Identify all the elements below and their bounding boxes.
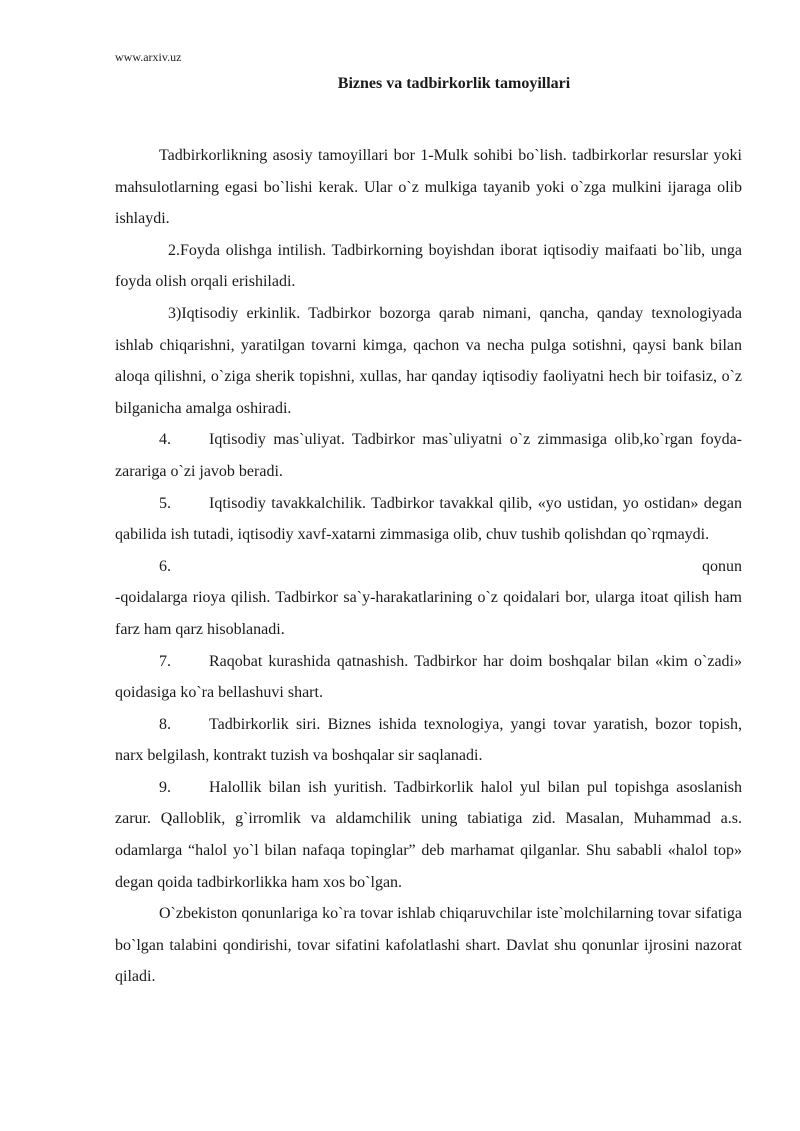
list-item-principle-8 — [115, 709, 742, 772]
list-item-text: Tadbirkorlik siri. Biznes ishida texnologiya, yangi tovar yaratish, bozor topish, narx belgilash, kontrakt tuzish va boshqalar sir saqlanadi. — [115, 715, 742, 765]
list-item-principle-6 — [115, 551, 742, 646]
paragraph-conclusion: O`zbekiston qonunlariga ko`ra tovar ishlab chiqaruvchilar iste`molchilarning tovar sifatiga bo`lgan talabini qondirishi, tovar sifatini kafolatlashi shart. Davlat shu qonunlar ijrosini nazorat qiladi. — [115, 905, 742, 986]
list-item-number: 4. — [159, 431, 171, 449]
list-item-number: 6. — [159, 557, 171, 575]
list-item-text-first: qonun — [702, 557, 742, 575]
list-item-principle-9 — [115, 772, 742, 898]
paragraph-principle-2: 2.Foyda olishga intilish. Tadbirkorning boyishdan iborat iqtisodiy maifaati bo`lib, unga foyda olish orqali erishiladi. — [115, 241, 742, 291]
list-item-principle-7 — [115, 646, 742, 709]
list-item-number: 8. — [159, 715, 171, 733]
list-item-text-rest: -qoidalarga rioya qilish. Tadbirkor sa`y-harakatlarining o`z qoidalari bor, ularga itoat qilish ham farz ham qarz hisoblanadi. — [115, 589, 742, 638]
document-body — [115, 140, 742, 993]
list-item-number: 7. — [159, 652, 171, 670]
list-item-text: Raqobat kurashida qatnashish. Tadbirkor har doim boshqalar bilan «kim o`zadi» qoidasiga ko`ra bellashuvi shart. — [115, 652, 742, 702]
list-item-text: Iqtisodiy tavakkalchilik. Tadbirkor tavakkal qilib, «yo ustidan, yo ostidan» degan qabilida ish tutadi, iqtisodiy xavf-xatarni zimmasiga olib, chuv tushib qolishdan qo`rqmaydi. — [115, 494, 742, 544]
list-item-principle-4 — [115, 424, 742, 487]
paragraph-principle-1: Tadbirkorlikning asosiy tamoyillari bor 1-Mulk sohibi bo`lish. tadbirkorlar resurslar yoki mahsulotlarning egasi bo`lishi kerak. Ular o`z mulkiga tayanib yoki o`zga mulkini ijaraga olib ishlaydi. — [115, 147, 742, 228]
list-item-text: Iqtisodiy mas`uliyat. Tadbirkor mas`uliyatni o`z zimmasiga olib,ko`rgan foyda-zarariga o`zi javob beradi. — [115, 431, 742, 480]
list-item-text: Halollik bilan ish yuritish. Tadbirkorlik halol yul bilan pul topishga asoslanish zarur. Qalloblik, g`irromlik va aldamchilik uning tabiatiga zid. Masalan, Muhammad a.s. odamlarga “halol yo`l bilan nafaqa topinglar” deb marhamat qilganlar. Shu sababli «halol top» degan qoida tadbirkorlikka ham xos bo`lgan. — [115, 778, 742, 891]
list-item-first-line — [115, 551, 742, 583]
list-item-number: 9. — [159, 778, 171, 796]
site-url: www.arxiv.uz — [115, 50, 182, 64]
list-item-number: 5. — [159, 494, 171, 512]
list-item-principle-5 — [115, 488, 742, 551]
paragraph-principle-3: 3)Iqtisodiy erkinlik. Tadbirkor bozorga qarab nimani, qancha, qanday texnologiyada ishlab chiqarishni, yaratilgan tovarni kimga, qachon va necha pulga sotishni, qaysi bank bilan aloqa qilishni, o`ziga sherik topishni, xullas, har qanday iqtisodiy faoliyatni hech bir toifasiz, o`z bilganicha amalga oshiradi. — [115, 304, 742, 417]
document-title: Biznes va tadbirkorlik tamoyillari — [337, 75, 571, 92]
